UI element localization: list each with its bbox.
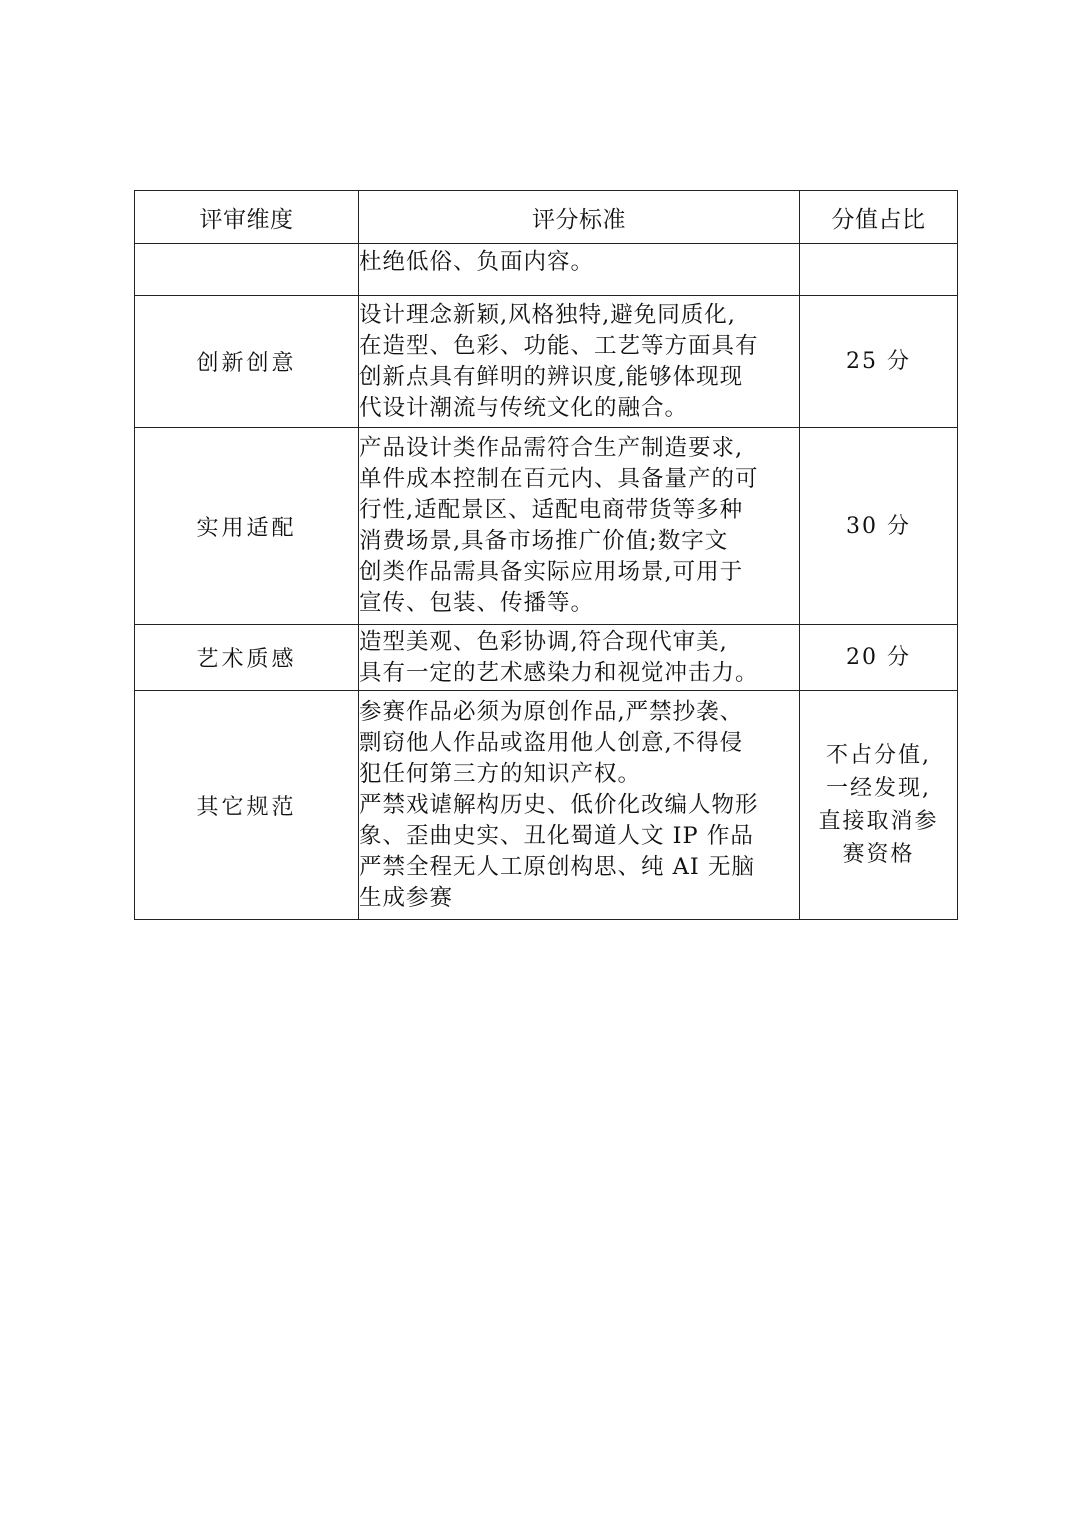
criteria-line: 严禁全程无人工原创构思、纯 AI 无脑: [359, 853, 755, 880]
criteria-line: 产品设计类作品需符合生产制造要求,: [359, 435, 744, 461]
table-header-row: [135, 191, 958, 244]
criteria-line: 象、歪曲史实、丑化蜀道人文 IP 作品: [359, 822, 754, 849]
score-cell: [800, 625, 958, 691]
dimension-cell: 创新创意: [135, 296, 359, 428]
criteria-line: 单件成本控制在百元内、具备量产的可: [359, 466, 759, 492]
criteria-line: 设计理念新颖,风格独特,避免同质化,: [359, 301, 736, 328]
dimension-cell: 实用适配: [135, 428, 359, 625]
dimension-cell: [135, 244, 359, 296]
table-row: [135, 428, 958, 625]
score-line: 赛资格: [842, 842, 915, 867]
score-line: 20 分: [846, 645, 911, 670]
criteria-line: 创新点具有鲜明的辨识度,能够体现现: [359, 363, 744, 390]
dimension-cell: 其它规范: [135, 691, 359, 920]
header-dimension: 评审维度: [135, 191, 359, 244]
criteria-cell: [359, 691, 800, 920]
table-row: [135, 625, 958, 691]
score-line: 一经发现,: [826, 776, 931, 801]
score-line: 25 分: [846, 349, 911, 374]
criteria-line: 严禁戏谑解构历史、低价化改编人物形: [359, 791, 759, 818]
criteria-line: 生成参赛: [359, 884, 454, 911]
criteria-line: 行性,适配景区、适配电商带货等多种: [359, 497, 744, 523]
scoring-table: [134, 190, 958, 920]
criteria-line: 在造型、色彩、功能、工艺等方面具有: [359, 332, 759, 359]
score-cell: [800, 691, 958, 920]
criteria-cell: [359, 428, 800, 625]
table-row: [135, 691, 958, 920]
criteria-line: 消费场景,具备市场推广价值;数字文: [359, 528, 729, 554]
criteria-line: 造型美观、色彩协调,符合现代审美,: [359, 628, 728, 655]
table-row: [135, 244, 958, 296]
score-line: 30 分: [846, 513, 911, 539]
header-criteria: 评分标准: [359, 191, 800, 244]
score-line: 不占分值,: [826, 743, 931, 768]
score-cell: [800, 244, 958, 296]
dimension-cell: 艺术质感: [135, 625, 359, 691]
table-row: [135, 296, 958, 428]
criteria-line: 参赛作品必须为原创作品,严禁抄袭、: [359, 698, 744, 725]
criteria-line: 代设计潮流与传统文化的融合。: [359, 394, 689, 421]
criteria-line: 具有一定的艺术感染力和视觉冲击力。: [359, 659, 759, 686]
criteria-cell: [359, 625, 800, 691]
header-score: 分值占比: [800, 191, 958, 244]
criteria-line: 杜绝低俗、负面内容。: [359, 249, 595, 275]
score-line: 直接取消参: [818, 809, 939, 834]
criteria-cell: [359, 296, 800, 428]
criteria-line: 犯任何第三方的知识产权。: [359, 760, 642, 787]
score-cell: [800, 296, 958, 428]
criteria-line: 宣传、包装、传播等。: [359, 590, 595, 616]
score-cell: [800, 428, 958, 625]
criteria-line: 剽窃他人作品或盗用他人创意,不得侵: [359, 729, 744, 756]
criteria-line: 创类作品需具备实际应用场景,可用于: [359, 559, 744, 585]
criteria-cell: [359, 244, 800, 296]
